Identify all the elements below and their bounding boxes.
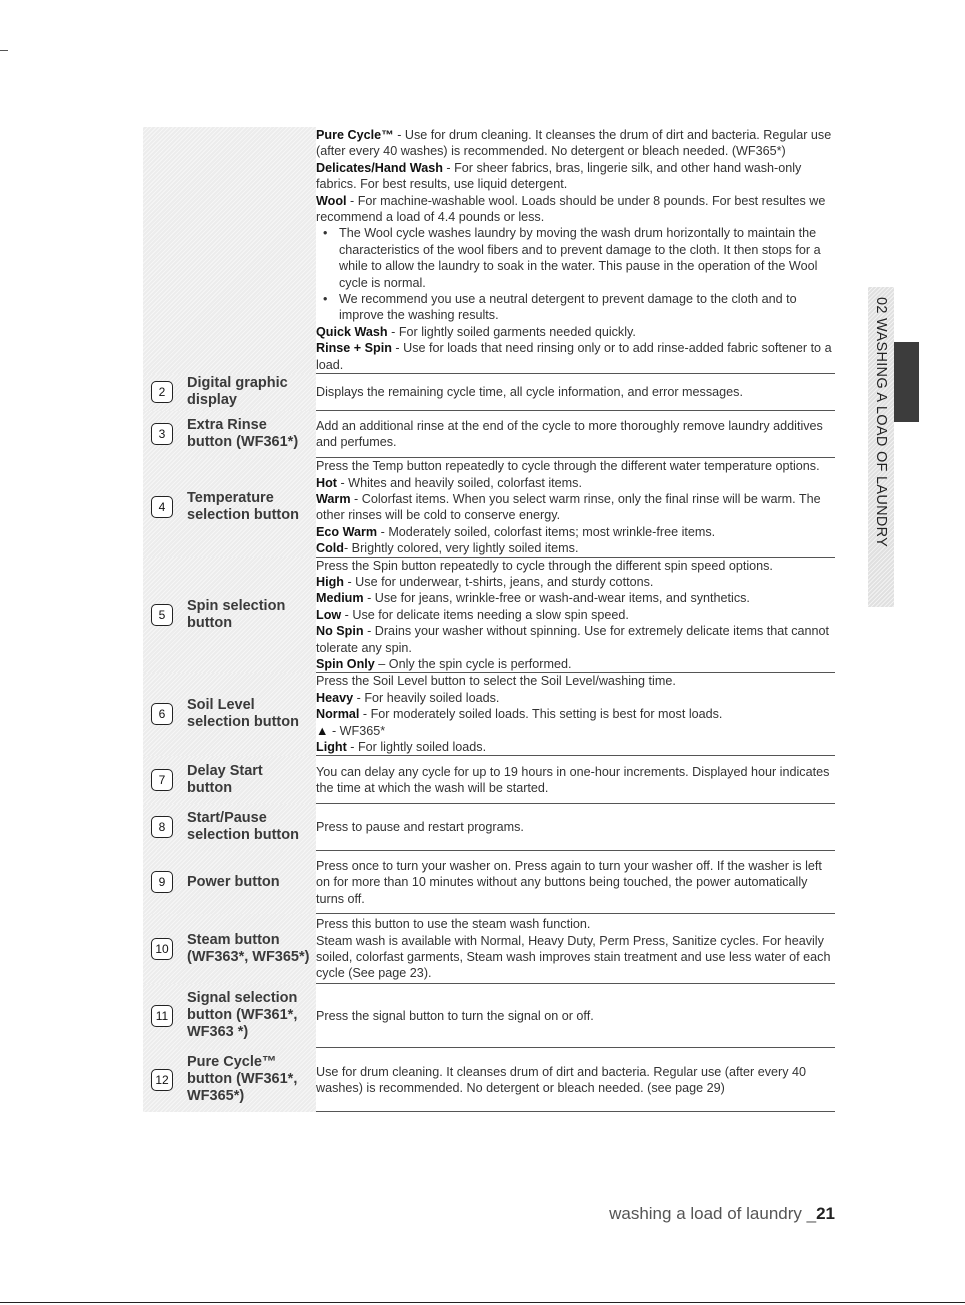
control-label: Steam button (WF363*, WF365*) bbox=[187, 931, 310, 965]
row-temperature bbox=[143, 458, 835, 557]
desc-rinse-spin: - Use for loads that need rinsing only or to add rinse-added fabric softener to a load. bbox=[316, 341, 832, 372]
item-number-badge: 4 bbox=[151, 496, 173, 518]
margin-tick bbox=[0, 50, 8, 51]
option-term: High bbox=[316, 574, 344, 589]
label-cell bbox=[143, 804, 316, 851]
row-spin bbox=[143, 557, 835, 673]
item-number-badge: 12 bbox=[151, 1069, 173, 1091]
row-soil-level bbox=[143, 673, 835, 756]
control-label: Soil Level selection button bbox=[187, 697, 299, 731]
option-text: - Brightly colored, very lightly soiled items. bbox=[343, 541, 579, 556]
desc-intro: Press the Soil Level button to select the Soil Level/washing time. bbox=[316, 674, 676, 689]
control-description: Press the signal button to turn the signal on or off. bbox=[316, 984, 835, 1048]
control-description: Use for drum cleaning. It cleanses drum of dirt and bacteria. Regular use (after every 40 washes) is recommended. No detergent or bleach needed. (see page 29) bbox=[316, 1048, 835, 1112]
page-number: 21 bbox=[816, 1204, 835, 1223]
option-text: - Use for jeans, wrinkle-free or wash-and-wear items, and synthetics. bbox=[363, 591, 750, 606]
label-cell bbox=[143, 411, 316, 458]
item-number-badge: 3 bbox=[151, 423, 173, 445]
option-text: – Only the spin cycle is performed. bbox=[374, 656, 572, 671]
control-label: Pure Cycle™ button (WF361*, WF365*) bbox=[187, 1054, 298, 1105]
control-description: Displays the remaining cycle time, all cycle information, and error messages. bbox=[316, 374, 835, 411]
desc-line: Steam wash is available with Normal, Heavy Duty, Perm Press, Sanitize cycles. For heavily soiled, colorfast garments, Steam wash improves stain treatment and use less water of each cycle (See page 23). bbox=[316, 933, 831, 981]
term-quick-wash: Quick Wash bbox=[316, 324, 388, 339]
option-term: Hot bbox=[316, 475, 337, 490]
desc-line: Press this button to use the steam wash function. bbox=[316, 917, 591, 932]
control-description: Press once to turn your washer on. Press again to turn your washer off. If the washer is left on for more than 10 minutes without any buttons being touched, the power automatically turns off. bbox=[316, 851, 835, 914]
item-number-badge: 5 bbox=[151, 604, 173, 626]
option-term: Warm bbox=[316, 491, 351, 506]
option-term: Light bbox=[316, 740, 347, 754]
cycle-description-row bbox=[143, 127, 835, 374]
term-pure-cycle: Pure Cycle™ bbox=[316, 128, 394, 142]
control-description bbox=[316, 914, 835, 984]
control-label: Signal selection button (WF361*, WF363 *) bbox=[187, 990, 298, 1041]
item-number-badge: 8 bbox=[151, 816, 173, 838]
label-cell-blank bbox=[143, 127, 316, 374]
option-text: - Use for delicate items needing a slow spin speed. bbox=[341, 607, 629, 622]
option-text: - Whites and heavily soiled, colorfast items. bbox=[336, 475, 582, 490]
option-text: - Use for underwear, t-shirts, jeans, and sturdy cottons. bbox=[343, 574, 654, 589]
label-cell bbox=[143, 557, 316, 673]
triangle-icon: ▲ bbox=[316, 723, 329, 738]
desc-intro: Press the Spin button repeatedly to cycle through the different spin speed options. bbox=[316, 558, 773, 573]
item-number-badge: 7 bbox=[151, 769, 173, 791]
row-power bbox=[143, 851, 835, 914]
control-label: Digital graphic display bbox=[187, 375, 288, 409]
control-description: Add an additional rinse at the end of the cycle to more thoroughly remove laundry additives and perfumes. bbox=[316, 411, 835, 458]
control-label: Spin selection button bbox=[187, 597, 286, 631]
item-number-badge: 9 bbox=[151, 871, 173, 893]
option-term: Low bbox=[316, 607, 342, 622]
option-text: - For heavily soiled loads. bbox=[353, 690, 500, 705]
row-delay-start bbox=[143, 756, 835, 804]
term-delicates: Delicates/Hand Wash bbox=[316, 160, 443, 175]
row-extra-rinse bbox=[143, 411, 835, 458]
control-label: Start/Pause selection button bbox=[187, 810, 299, 844]
item-number-badge: 6 bbox=[151, 703, 173, 725]
option-text: - Drains your washer without spinning. Use for extremely delicate items that cannot tolerate any spin. bbox=[316, 624, 830, 655]
bullet-item: • The Wool cycle washes laundry by moving the wash drum horizontally to maintain the characteristics of the wool fibers and to prevent damage to the cloth. It then stops for a while to allow the laundry to soak in the water. This pause in the operation of the Wool cycle is normal. bbox=[339, 225, 835, 291]
item-number-badge: 2 bbox=[151, 381, 173, 403]
control-label: Extra Rinse button (WF361*) bbox=[187, 417, 299, 451]
chapter-tab-label: 02 WASHING A LOAD OF LAUNDRY bbox=[873, 297, 889, 548]
row-steam bbox=[143, 914, 835, 984]
option-text: - For moderately soiled loads. This setting is best for most loads. bbox=[359, 707, 723, 722]
page-footer bbox=[609, 1204, 835, 1224]
control-description bbox=[316, 557, 835, 673]
wool-bullets bbox=[316, 225, 835, 323]
term-wool: Wool bbox=[316, 193, 347, 208]
label-cell bbox=[143, 914, 316, 984]
label-cell bbox=[143, 1048, 316, 1112]
row-pure-cycle bbox=[143, 1048, 835, 1112]
row-signal bbox=[143, 984, 835, 1048]
controls-table bbox=[143, 127, 835, 1112]
footer-title: washing a load of laundry _ bbox=[609, 1204, 817, 1223]
option-term: Spin Only bbox=[316, 656, 375, 671]
option-term: No Spin bbox=[316, 624, 364, 639]
option-term: Heavy bbox=[316, 690, 354, 705]
bullet-item: • We recommend you use a neutral detergent to prevent damage to the cloth and to improve the washing results. bbox=[339, 291, 835, 324]
label-cell bbox=[143, 374, 316, 411]
cycle-descriptions bbox=[316, 127, 835, 374]
control-description bbox=[316, 673, 835, 756]
item-number-badge: 10 bbox=[151, 938, 173, 960]
option-term: Normal bbox=[316, 707, 360, 722]
bottom-rule bbox=[0, 1302, 965, 1303]
option-text: - For lightly soiled loads. bbox=[346, 740, 487, 754]
label-cell bbox=[143, 984, 316, 1048]
label-cell bbox=[143, 756, 316, 804]
desc-delicates: - For sheer fabrics, bras, lingerie silk, and other hand wash-only fabrics. For best results, use liquid detergent. bbox=[316, 160, 802, 192]
control-label: Delay Start button bbox=[187, 762, 263, 796]
label-cell bbox=[143, 673, 316, 756]
control-label: Power button bbox=[187, 873, 280, 890]
desc-intro: Press the Temp button repeatedly to cycle through the different water temperature options. bbox=[316, 459, 820, 474]
option-text: - Colorfast items. When you select warm rinse, only the final rinse will be warm. The other rinses will be cold to conserve energy. bbox=[316, 491, 821, 523]
desc-quick-wash: - For lightly soiled garments needed quickly. bbox=[387, 324, 636, 339]
control-description: Press to pause and restart programs. bbox=[316, 804, 835, 851]
chapter-tab-marker bbox=[894, 342, 919, 422]
control-description: You can delay any cycle for up to 19 hours in one-hour increments. Displayed hour indicates the time at which the wash will be started. bbox=[316, 756, 835, 804]
desc-pure-cycle: - Use for drum cleaning. It cleanses the drum of dirt and bacteria. Regular use (after every 40 washes) is recommended. No detergent or bleach needed. (WF365*) bbox=[316, 128, 832, 159]
option-term: Eco Warm bbox=[316, 524, 378, 539]
term-rinse-spin: Rinse + Spin bbox=[316, 341, 392, 356]
item-number-badge: 11 bbox=[151, 1005, 173, 1027]
desc-wool: - For machine-washable wool. Loads should be under 8 pounds. For best resultes we recommend a load of 4.4 pounds or less. bbox=[316, 193, 826, 225]
label-cell bbox=[143, 851, 316, 914]
control-description bbox=[316, 458, 835, 557]
option-term: Medium bbox=[316, 591, 364, 606]
row-digital-display bbox=[143, 374, 835, 411]
option-text: - WF365* bbox=[328, 723, 386, 738]
option-term: Cold bbox=[316, 541, 344, 556]
row-start-pause bbox=[143, 804, 835, 851]
option-text: - Moderately soiled, colorfast items; most wrinkle-free items. bbox=[377, 524, 716, 539]
control-label: Temperature selection button bbox=[187, 490, 299, 524]
label-cell bbox=[143, 458, 316, 557]
